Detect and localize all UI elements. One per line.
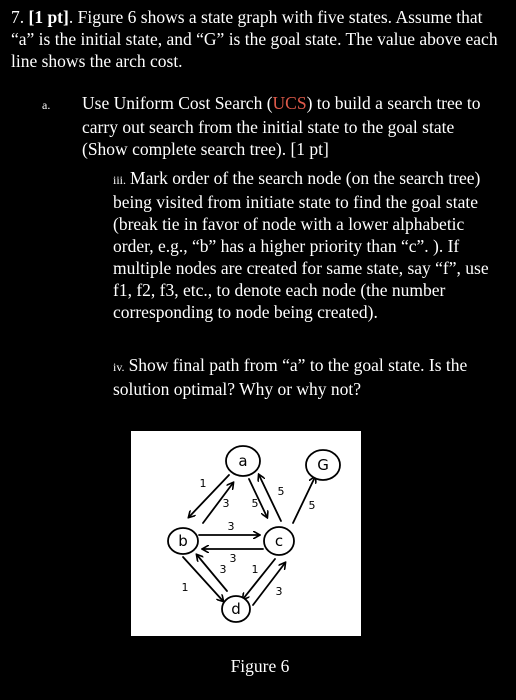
cost-b-a: 3 [222,497,230,510]
cost-c-a: 5 [277,485,285,498]
node-c-label: c [274,532,284,550]
cost-c-d: 1 [251,563,259,576]
state-graph-svg [131,431,361,636]
node-a-label: a [238,452,248,470]
figure-caption: Figure 6 [230,656,290,676]
node-g-label: G [317,456,329,474]
node-b-label: b [178,532,188,550]
cost-a-b: 1 [199,477,207,490]
cost-a-c: 5 [251,497,259,510]
cost-c-g: 5 [308,499,316,512]
cost-c-b: 3 [229,552,237,565]
edge-c-d [243,559,275,599]
question-points: [1 pt] [28,7,69,27]
sub-iv-marker: iv. [113,360,125,374]
sub-question-iii [113,167,508,323]
state-graph-figure [131,431,361,636]
cost-d-c: 3 [275,585,283,598]
part-a-marker: a. [42,98,51,112]
question-number: 7. [11,7,25,27]
cost-b-d: 1 [181,581,189,594]
part-a-highlight: UCS [272,93,307,113]
question-7 [11,6,506,72]
part-a-points: [1 pt] [290,139,329,159]
part-a [42,92,502,160]
sub-iii-marker: iii. [113,173,127,187]
part-a-text-before: Use Uniform Cost Search ( [82,93,273,113]
part-a-text-after: ) to build a search tree to carry out search from the initial state to the goal state (Show complete search tree). [82,93,481,159]
question-text: . Figure 6 shows a state graph with five states. Assume that “a” is the initial state, and “G” is the goal state. The value above each line shows the arch cost. [11,7,498,71]
sub-question-iv [113,354,508,400]
cost-d-b: 3 [219,563,227,576]
cost-b-c: 3 [227,520,235,533]
sub-iv-text: Show final path from “a” to the goal state. Is the solution optimal? Why or why not? [113,355,468,399]
part-a-body [42,92,502,160]
sub-iii-text: Mark order of the search node (on the search tree) being visited from initiate state to find the goal state (break tie in favor of node with a lower alphabetic order, e.g., “b” has a higher priority than “c”. ). If multiple nodes are created for same state, say “f”, use f1, f2, f3, etc., to denote each node (the number corresponding to node being created). [113,168,489,322]
node-d-label: d [231,600,241,618]
edge-c-a [259,475,281,521]
